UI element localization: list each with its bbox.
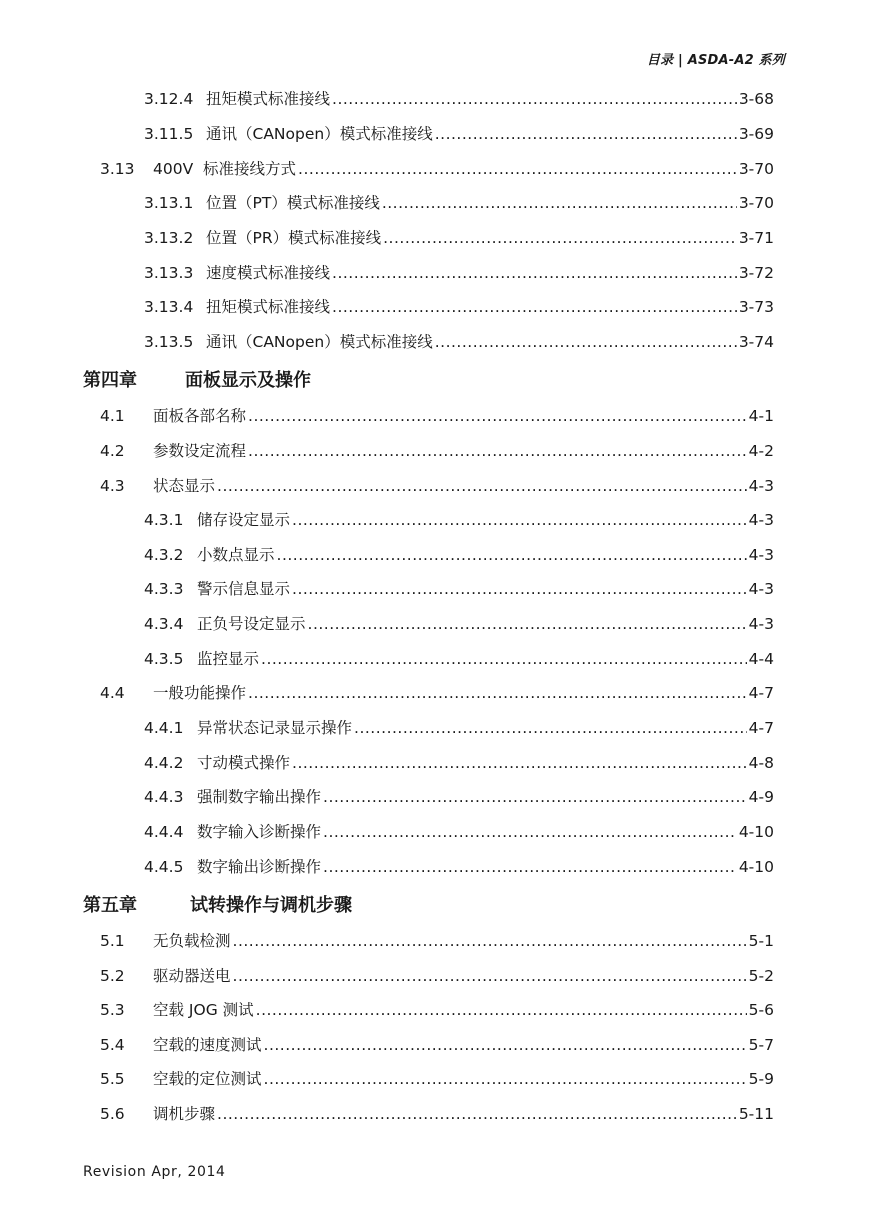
toc-entry-number: 4.4.1 <box>144 719 184 737</box>
toc-entry-number: 4.3.1 <box>144 511 184 529</box>
toc-entry-4-4-4[interactable] <box>144 820 774 844</box>
toc-entry-title: 空载的速度测试 <box>153 1036 262 1054</box>
toc-entry-title: 一般功能操作 <box>153 684 247 702</box>
dot-leader <box>233 932 747 950</box>
toc-entry-4-3[interactable] <box>100 474 774 498</box>
toc-entry-page: 5-11 <box>738 1105 774 1123</box>
toc-entry-number: 3.11.5 <box>144 125 194 143</box>
toc-entry-title: 空载的定位测试 <box>153 1070 262 1088</box>
dot-leader <box>292 580 747 598</box>
dot-leader <box>233 967 747 985</box>
toc-entry-title: 无负载检测 <box>153 932 231 950</box>
toc-entry-5-1[interactable] <box>100 929 774 953</box>
toc-entry-page: 4-3 <box>748 580 774 598</box>
toc-entry-page: 5-9 <box>748 1070 774 1088</box>
toc-entry-4-3-1[interactable] <box>144 508 774 532</box>
toc-entry-number: 5.2 <box>100 967 125 985</box>
toc-entry-number: 3.13.3 <box>144 264 194 282</box>
chapter-heading-4[interactable] <box>83 366 311 392</box>
toc-entry-5-4[interactable] <box>100 1033 774 1057</box>
toc-entry-5-2[interactable] <box>100 964 774 988</box>
toc-entry-3-12-4[interactable] <box>144 87 774 111</box>
chapter-number: 第四章 <box>83 370 137 391</box>
toc-entry-4-3-3[interactable] <box>144 577 774 601</box>
toc-entry-page: 4-10 <box>738 858 774 876</box>
toc-entry-4-4-3[interactable] <box>144 785 774 809</box>
toc-entry-title: 驱动器送电 <box>153 967 231 985</box>
toc-entry-page: 5-1 <box>748 932 774 950</box>
toc-entry-page: 5-6 <box>748 1001 774 1019</box>
toc-entry-5-6[interactable] <box>100 1102 774 1126</box>
toc-entry-number: 4.3.5 <box>144 650 184 668</box>
dot-leader <box>383 229 737 247</box>
toc-entry-page: 3-70 <box>738 160 774 178</box>
toc-entry-number: 4.3 <box>100 477 125 495</box>
toc-entry-title: 异常状态记录显示操作 <box>197 719 353 737</box>
toc-entry-number: 4.4.4 <box>144 823 184 841</box>
toc-entry-title: 强制数字输出操作 <box>197 788 322 806</box>
chapter-title: 面板显示及操作 <box>185 370 311 391</box>
toc-entry-title: 扭矩模式标准接线 <box>206 298 331 316</box>
toc-entry-number: 3.13 <box>100 160 135 178</box>
toc-entry-page: 4-3 <box>748 511 774 529</box>
toc-entry-number: 4.3.2 <box>144 546 184 564</box>
toc-entry-number: 3.13.5 <box>144 333 194 351</box>
toc-entry-4-4-5[interactable] <box>144 855 774 879</box>
toc-entry-number: 5.6 <box>100 1105 125 1123</box>
toc-entry-page: 4-1 <box>748 407 774 425</box>
toc-entry-title: 寸动模式操作 <box>197 754 291 772</box>
toc-entry-title: 位置（PT）模式标准接线 <box>206 194 380 212</box>
toc-entry-page: 4-10 <box>738 823 774 841</box>
toc-entry-title: 调机步骤 <box>153 1105 216 1123</box>
toc-entry-3-13[interactable] <box>100 157 774 181</box>
toc-entry-page: 3-71 <box>738 229 774 247</box>
toc-entry-page: 3-73 <box>738 298 774 316</box>
toc-entry-number: 3.13.4 <box>144 298 194 316</box>
toc-entry-title: 扭矩模式标准接线 <box>206 90 331 108</box>
chapter-title: 试转操作与调机步骤 <box>190 895 352 916</box>
toc-entry-4-4-1[interactable] <box>144 716 774 740</box>
dot-leader <box>298 160 737 178</box>
toc-entry-page: 5-7 <box>748 1036 774 1054</box>
toc-entry-title: 空载 JOG 测试 <box>153 1001 254 1019</box>
toc-entry-title: 通讯（CANopen）模式标准接线 <box>206 125 433 143</box>
toc-entry-4-4[interactable] <box>100 681 774 705</box>
chapter-number: 第五章 <box>83 895 137 916</box>
toc-entry-page: 3-69 <box>738 125 774 143</box>
page-footer: Revision Apr, 2014 <box>83 1164 226 1180</box>
chapter-heading-5[interactable] <box>83 891 352 917</box>
toc-entry-title: 储存设定显示 <box>197 511 291 529</box>
toc-entry-page: 4-3 <box>748 615 774 633</box>
dot-leader <box>308 615 747 633</box>
dot-leader <box>292 754 747 772</box>
dot-leader <box>261 650 747 668</box>
toc-entry-3-13-4[interactable] <box>144 295 774 319</box>
dot-leader <box>248 442 747 460</box>
toc-entry-title: 状态显示 <box>153 477 216 495</box>
dot-leader <box>292 511 747 529</box>
toc-entry-number: 5.1 <box>100 932 125 950</box>
toc-entry-number: 4.4.2 <box>144 754 184 772</box>
toc-entry-4-1[interactable] <box>100 404 774 428</box>
toc-entry-title: 数字输入诊断操作 <box>197 823 322 841</box>
dot-leader <box>323 823 737 841</box>
toc-entry-page: 4-3 <box>748 477 774 495</box>
dot-leader <box>248 407 747 425</box>
toc-entry-number: 3.13.1 <box>144 194 194 212</box>
toc-entry-page: 4-3 <box>748 546 774 564</box>
toc-entry-page: 3-72 <box>738 264 774 282</box>
dot-leader <box>332 90 737 108</box>
dot-leader <box>277 546 747 564</box>
toc-entry-page: 4-9 <box>748 788 774 806</box>
dot-leader <box>323 788 747 806</box>
dot-leader <box>382 194 737 212</box>
toc-entry-page: 3-70 <box>738 194 774 212</box>
toc-entry-page: 5-2 <box>748 967 774 985</box>
toc-entry-title: 数字输出诊断操作 <box>197 858 322 876</box>
toc-entry-3-13-3[interactable] <box>144 261 774 285</box>
toc-entry-3-13-5[interactable] <box>144 330 774 354</box>
toc-entry-page: 4-4 <box>748 650 774 668</box>
toc-entry-number: 4.4 <box>100 684 125 702</box>
toc-entry-number: 4.4.5 <box>144 858 184 876</box>
toc-entry-number: 3.12.4 <box>144 90 194 108</box>
toc-entry-4-3-4[interactable] <box>144 612 774 636</box>
dot-leader <box>435 333 737 351</box>
toc-entry-number: 5.4 <box>100 1036 125 1054</box>
toc-entry-5-5[interactable] <box>100 1067 774 1091</box>
dot-leader <box>217 1105 737 1123</box>
toc-entry-number: 5.5 <box>100 1070 125 1088</box>
toc-entry-4-2[interactable] <box>100 439 774 463</box>
toc-entry-number: 4.3.3 <box>144 580 184 598</box>
toc-entry-title: 400V 标准接线方式 <box>153 160 297 178</box>
toc-entry-number: 3.13.2 <box>144 229 194 247</box>
dot-leader <box>264 1070 747 1088</box>
dot-leader <box>256 1001 747 1019</box>
toc-entry-title: 正负号设定显示 <box>197 615 306 633</box>
toc-entry-title: 速度模式标准接线 <box>206 264 331 282</box>
toc-entry-page: 4-7 <box>748 684 774 702</box>
toc-entry-5-3[interactable] <box>100 998 774 1022</box>
toc-entry-number: 4.1 <box>100 407 125 425</box>
toc-entry-number: 5.3 <box>100 1001 125 1019</box>
toc-entry-number: 4.3.4 <box>144 615 184 633</box>
toc-entry-title: 警示信息显示 <box>197 580 291 598</box>
dot-leader <box>217 477 747 495</box>
toc-entry-page: 4-2 <box>748 442 774 460</box>
toc-entry-title: 参数设定流程 <box>153 442 247 460</box>
toc-entry-title: 面板各部名称 <box>153 407 247 425</box>
toc-entry-title: 小数点显示 <box>197 546 275 564</box>
dot-leader <box>354 719 747 737</box>
toc-entry-3-13-2[interactable] <box>144 226 774 250</box>
toc-entry-4-3-5[interactable] <box>144 647 774 671</box>
dot-leader <box>435 125 737 143</box>
toc-entry-3-11-5[interactable] <box>144 122 774 146</box>
toc-entry-title: 监控显示 <box>197 650 260 668</box>
toc-entry-title: 通讯（CANopen）模式标准接线 <box>206 333 433 351</box>
dot-leader <box>323 858 737 876</box>
toc-entry-4-4-2[interactable] <box>144 751 774 775</box>
toc-entry-number: 4.2 <box>100 442 125 460</box>
dot-leader <box>332 298 737 316</box>
toc-entry-page: 3-68 <box>738 90 774 108</box>
toc-entry-title: 位置（PR）模式标准接线 <box>206 229 382 247</box>
page-header: 目录 | ASDA-A2 系列 <box>646 53 785 68</box>
toc-entry-number: 4.4.3 <box>144 788 184 806</box>
toc-entry-3-13-1[interactable] <box>144 191 774 215</box>
dot-leader <box>332 264 737 282</box>
toc-entry-page: 4-7 <box>748 719 774 737</box>
toc-entry-4-3-2[interactable] <box>144 543 774 567</box>
dot-leader <box>264 1036 747 1054</box>
dot-leader <box>248 684 747 702</box>
toc-entry-page: 3-74 <box>738 333 774 351</box>
toc-entry-page: 4-8 <box>748 754 774 772</box>
